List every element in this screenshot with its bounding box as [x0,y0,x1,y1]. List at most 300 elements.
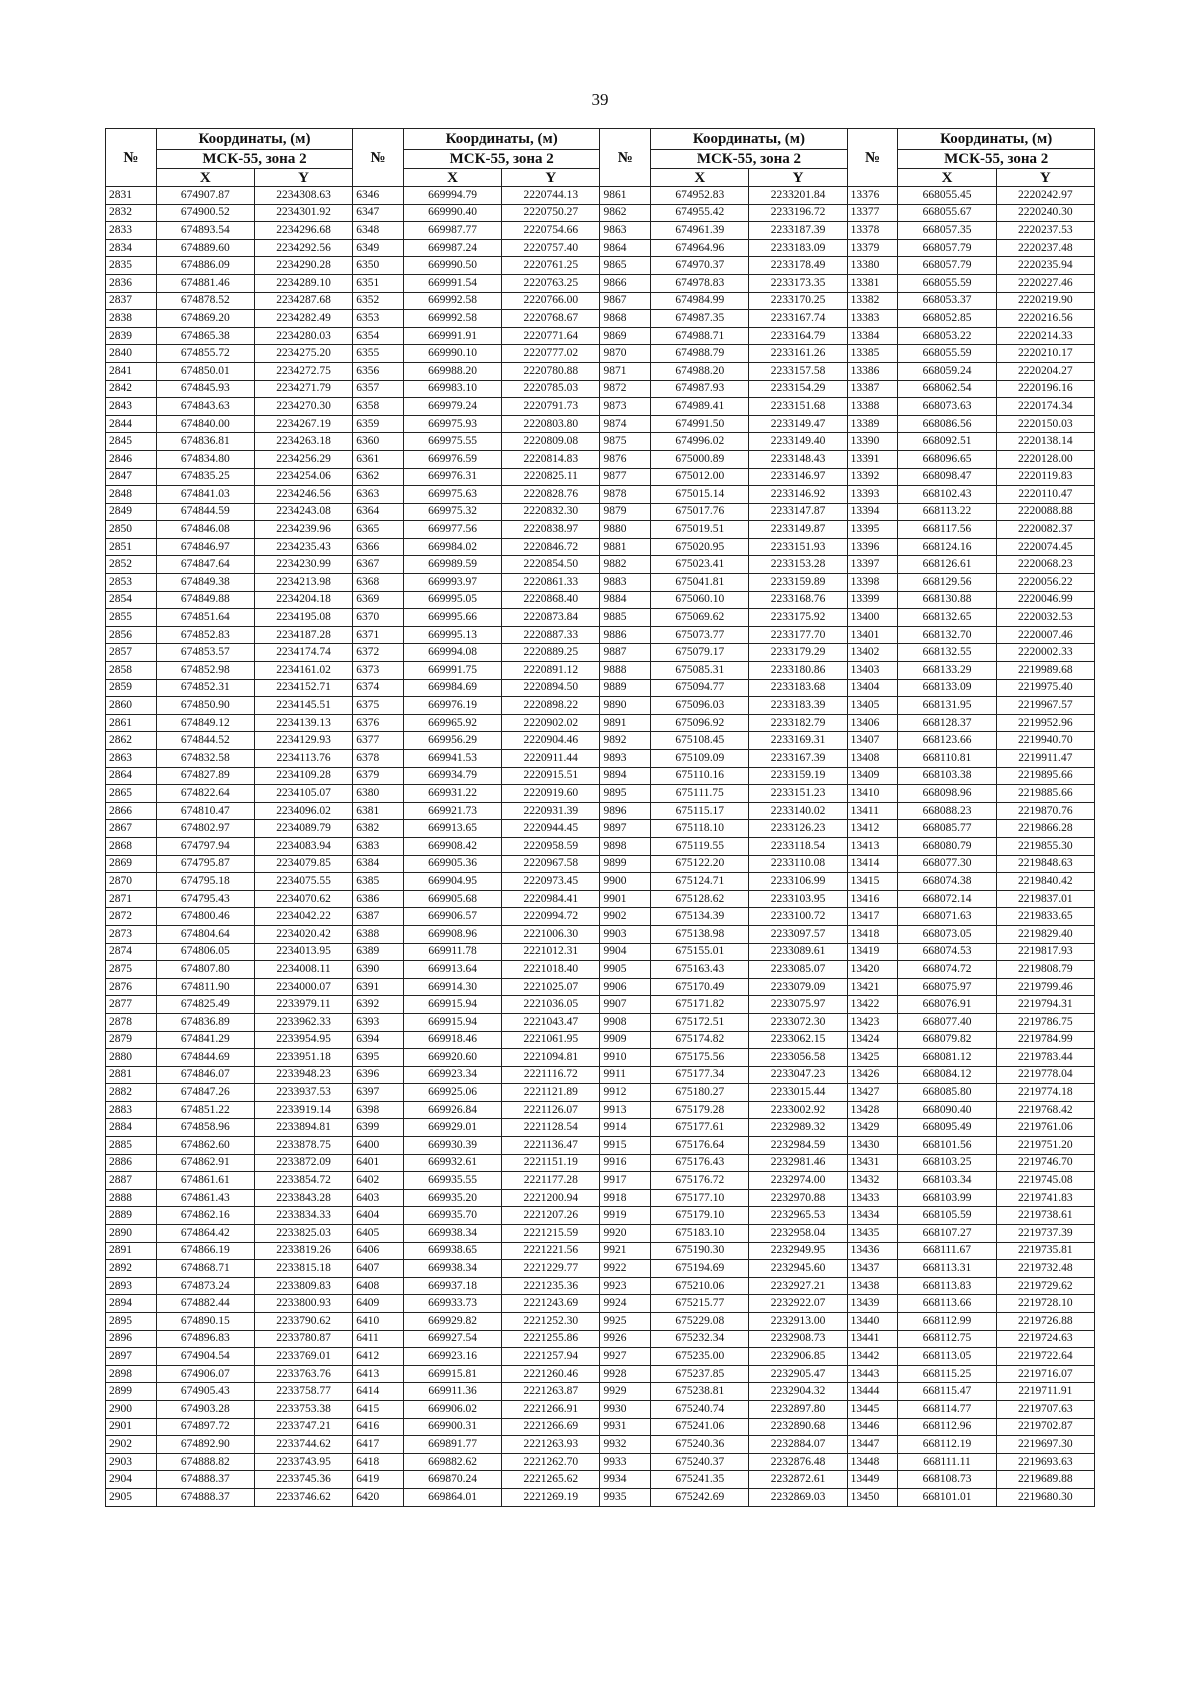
y-coordinate: 2233800.93 [254,1295,352,1313]
y-coordinate: 2232908.73 [749,1330,847,1348]
table-row [106,1488,1095,1506]
x-coordinate: 668133.09 [898,679,996,697]
y-coordinate: 2221255.86 [502,1330,600,1348]
y-coordinate: 2219724.63 [996,1330,1094,1348]
x-coordinate: 674846.07 [156,1066,254,1084]
coordinates-table [105,128,1095,1507]
x-coordinate: 675111.75 [651,785,749,803]
y-coordinate: 2219707.63 [996,1400,1094,1418]
y-coordinate: 2219975.40 [996,679,1094,697]
y-coordinate: 2233954.95 [254,1031,352,1049]
x-coordinate: 669870.24 [403,1471,501,1489]
point-number: 13445 [847,1400,898,1418]
point-number: 6416 [353,1418,404,1436]
y-coordinate: 2220763.25 [502,274,600,292]
point-number: 13410 [847,785,898,803]
table-row [106,1189,1095,1207]
point-number: 6356 [353,362,404,380]
y-coordinate: 2220754.66 [502,222,600,240]
point-number: 6395 [353,1049,404,1067]
x-coordinate: 674905.43 [156,1383,254,1401]
x-coordinate: 674987.35 [651,310,749,328]
x-coordinate: 669956.29 [403,732,501,750]
point-number: 2876 [106,978,157,996]
x-coordinate: 675069.62 [651,609,749,627]
y-coordinate: 2219732.48 [996,1260,1094,1278]
x-coordinate: 669931.22 [403,785,501,803]
point-number: 9872 [600,380,651,398]
y-coordinate: 2219786.75 [996,1013,1094,1031]
point-number: 13391 [847,450,898,468]
y-coordinate: 2233187.39 [749,222,847,240]
x-coordinate: 668062.54 [898,380,996,398]
x-coordinate: 675177.34 [651,1066,749,1084]
y-coordinate: 2234129.93 [254,732,352,750]
point-number: 9923 [600,1277,651,1295]
point-number: 13381 [847,274,898,292]
y-coordinate: 2221018.40 [502,961,600,979]
x-coordinate: 674849.88 [156,591,254,609]
x-coordinate: 675237.85 [651,1365,749,1383]
x-coordinate: 668131.95 [898,697,996,715]
y-coordinate: 2220825.11 [502,468,600,486]
x-coordinate: 669908.42 [403,837,501,855]
point-number: 6357 [353,380,404,398]
point-number: 6378 [353,750,404,768]
y-coordinate: 2233110.08 [749,855,847,873]
point-number: 13383 [847,310,898,328]
y-coordinate: 2234089.79 [254,820,352,838]
table-row [106,468,1095,486]
y-coordinate: 2220873.84 [502,609,600,627]
x-coordinate: 669864.01 [403,1488,501,1506]
table-row [106,1365,1095,1383]
point-number: 9924 [600,1295,651,1313]
point-number: 13420 [847,961,898,979]
point-number: 2844 [106,415,157,433]
y-coordinate: 2219711.91 [996,1383,1094,1401]
x-coordinate: 674852.98 [156,662,254,680]
point-number: 2854 [106,591,157,609]
x-coordinate: 674888.82 [156,1453,254,1471]
point-number: 13382 [847,292,898,310]
y-coordinate: 2234195.08 [254,609,352,627]
point-number: 2837 [106,292,157,310]
y-coordinate: 2219729.62 [996,1277,1094,1295]
y-coordinate: 2234145.51 [254,697,352,715]
x-coordinate: 668130.88 [898,591,996,609]
x-coordinate: 669975.32 [403,503,501,521]
y-coordinate: 2219911.47 [996,750,1094,768]
point-number: 13388 [847,398,898,416]
y-coordinate: 2233167.74 [749,310,847,328]
y-coordinate: 2220809.08 [502,433,600,451]
point-number: 13408 [847,750,898,768]
point-number: 6383 [353,837,404,855]
point-number: 6350 [353,257,404,275]
y-coordinate: 2219895.66 [996,767,1094,785]
y-coordinate: 2234280.03 [254,327,352,345]
x-coordinate: 674811.90 [156,978,254,996]
x-coordinate: 669914.30 [403,978,501,996]
point-number: 6394 [353,1031,404,1049]
point-number: 13412 [847,820,898,838]
x-header: X [651,169,749,187]
point-number: 13377 [847,204,898,222]
point-number: 13385 [847,345,898,363]
point-number: 13392 [847,468,898,486]
x-coordinate: 674822.64 [156,785,254,803]
point-number: 2841 [106,362,157,380]
x-coordinate: 674832.58 [156,750,254,768]
x-coordinate: 669977.56 [403,521,501,539]
y-coordinate: 2233100.72 [749,908,847,926]
x-coordinate: 675012.00 [651,468,749,486]
table-row [106,1383,1095,1401]
y-header: Y [749,169,847,187]
x-coordinate: 668107.27 [898,1225,996,1243]
x-coordinate: 668128.37 [898,714,996,732]
x-coordinate: 669929.82 [403,1313,501,1331]
x-coordinate: 674851.22 [156,1101,254,1119]
x-coordinate: 668113.22 [898,503,996,521]
x-coordinate: 674890.15 [156,1313,254,1331]
point-number: 6361 [353,450,404,468]
table-row [106,785,1095,803]
point-number: 9918 [600,1189,651,1207]
y-coordinate: 2220785.03 [502,380,600,398]
table-row [106,1313,1095,1331]
point-number: 6387 [353,908,404,926]
y-coordinate: 2220771.64 [502,327,600,345]
point-number: 2897 [106,1348,157,1366]
point-number: 6381 [353,802,404,820]
point-number: 13413 [847,837,898,855]
point-number: 2867 [106,820,157,838]
x-coordinate: 668080.79 [898,837,996,855]
point-number: 6410 [353,1313,404,1331]
x-coordinate: 674896.83 [156,1330,254,1348]
y-coordinate: 2234282.49 [254,310,352,328]
x-coordinate: 674904.54 [156,1348,254,1366]
y-coordinate: 2233157.58 [749,362,847,380]
point-number: 9934 [600,1471,651,1489]
table-row [106,1418,1095,1436]
x-coordinate: 675109.09 [651,750,749,768]
point-number: 6405 [353,1225,404,1243]
y-coordinate: 2233002.92 [749,1101,847,1119]
y-coordinate: 2219784.99 [996,1031,1094,1049]
x-coordinate: 675015.14 [651,486,749,504]
x-coordinate: 668111.11 [898,1453,996,1471]
y-coordinate: 2233106.99 [749,873,847,891]
y-coordinate: 2232906.85 [749,1348,847,1366]
point-number: 9903 [600,925,651,943]
y-coordinate: 2219728.10 [996,1295,1094,1313]
point-number: 6398 [353,1101,404,1119]
x-coordinate: 668112.96 [898,1418,996,1436]
point-number: 9873 [600,398,651,416]
x-coordinate: 668084.12 [898,1066,996,1084]
point-number: 9881 [600,538,651,556]
point-number: 2835 [106,257,157,275]
y-coordinate: 2221207.26 [502,1207,600,1225]
y-coordinate: 2220761.25 [502,257,600,275]
point-number: 6382 [353,820,404,838]
point-number: 2868 [106,837,157,855]
y-coordinate: 2219837.01 [996,890,1094,908]
y-coordinate: 2220068.23 [996,556,1094,574]
point-number: 9913 [600,1101,651,1119]
y-coordinate: 2233103.95 [749,890,847,908]
y-coordinate: 2219716.07 [996,1365,1094,1383]
x-coordinate: 669908.96 [403,925,501,943]
point-number: 2843 [106,398,157,416]
point-number: 2878 [106,1013,157,1031]
point-number: 2880 [106,1049,157,1067]
x-coordinate: 675171.82 [651,996,749,1014]
point-number: 9926 [600,1330,651,1348]
point-number: 9921 [600,1242,651,1260]
point-number: 9909 [600,1031,651,1049]
point-number: 13448 [847,1453,898,1471]
point-number: 13430 [847,1137,898,1155]
point-number: 9882 [600,556,651,574]
y-coordinate: 2221235.36 [502,1277,600,1295]
x-coordinate: 669913.65 [403,820,501,838]
x-coordinate: 674849.12 [156,714,254,732]
y-coordinate: 2221262.70 [502,1453,600,1471]
y-coordinate: 2233173.35 [749,274,847,292]
x-coordinate: 674834.80 [156,450,254,468]
point-number: 6364 [353,503,404,521]
x-coordinate: 669979.24 [403,398,501,416]
point-number: 2834 [106,239,157,257]
x-coordinate: 674988.71 [651,327,749,345]
y-coordinate: 2234042.22 [254,908,352,926]
x-coordinate: 674955.42 [651,204,749,222]
x-coordinate: 668103.38 [898,767,996,785]
y-coordinate: 2233159.89 [749,574,847,592]
y-coordinate: 2234263.18 [254,433,352,451]
y-coordinate: 2219726.88 [996,1313,1094,1331]
y-coordinate: 2234296.68 [254,222,352,240]
y-coordinate: 2233951.18 [254,1049,352,1067]
x-coordinate: 674851.64 [156,609,254,627]
y-coordinate: 2233146.97 [749,468,847,486]
y-coordinate: 2220854.50 [502,556,600,574]
x-coordinate: 675176.72 [651,1172,749,1190]
x-coordinate: 669905.68 [403,890,501,908]
point-number: 9929 [600,1383,651,1401]
y-coordinate: 2220777.02 [502,345,600,363]
y-coordinate: 2221036.05 [502,996,600,1014]
x-coordinate: 668055.59 [898,274,996,292]
point-number: 13450 [847,1488,898,1506]
y-coordinate: 2221012.31 [502,943,600,961]
x-coordinate: 674847.64 [156,556,254,574]
y-coordinate: 2220868.40 [502,591,600,609]
x-coordinate: 675138.98 [651,925,749,943]
x-coordinate: 674873.24 [156,1277,254,1295]
x-coordinate: 668095.49 [898,1119,996,1137]
x-coordinate: 668117.56 [898,521,996,539]
point-number: 6368 [353,574,404,592]
y-coordinate: 2220861.33 [502,574,600,592]
table-row [106,1295,1095,1313]
y-coordinate: 2232876.48 [749,1453,847,1471]
y-coordinate: 2232869.03 [749,1488,847,1506]
table-row [106,310,1095,328]
y-coordinate: 2234008.11 [254,961,352,979]
y-coordinate: 2221128.54 [502,1119,600,1137]
x-coordinate: 669938.65 [403,1242,501,1260]
point-number: 2874 [106,943,157,961]
x-coordinate: 674991.50 [651,415,749,433]
point-number: 2886 [106,1154,157,1172]
table-row [106,1084,1095,1102]
table-row [106,697,1095,715]
y-coordinate: 2220138.14 [996,433,1094,451]
table-row [106,820,1095,838]
point-number: 6409 [353,1295,404,1313]
point-number: 13390 [847,433,898,451]
table-row [106,1400,1095,1418]
point-number: 9911 [600,1066,651,1084]
x-coordinate: 668055.59 [898,345,996,363]
x-coordinate: 668129.56 [898,574,996,592]
y-coordinate: 2219794.31 [996,996,1094,1014]
x-coordinate: 675096.92 [651,714,749,732]
y-coordinate: 2220814.83 [502,450,600,468]
x-coordinate: 675240.36 [651,1436,749,1454]
point-number: 6417 [353,1436,404,1454]
point-number: 6414 [353,1383,404,1401]
y-coordinate: 2233097.57 [749,925,847,943]
table-row [106,873,1095,891]
x-coordinate: 675229.08 [651,1313,749,1331]
y-coordinate: 2233089.61 [749,943,847,961]
y-coordinate: 2233780.87 [254,1330,352,1348]
x-header: X [403,169,501,187]
y-coordinate: 2234292.56 [254,239,352,257]
table-row [106,1277,1095,1295]
y-coordinate: 2220768.67 [502,310,600,328]
x-coordinate: 675215.77 [651,1295,749,1313]
x-coordinate: 669921.73 [403,802,501,820]
x-coordinate: 674970.37 [651,257,749,275]
y-coordinate: 2232890.68 [749,1418,847,1436]
y-coordinate: 2234271.79 [254,380,352,398]
x-coordinate: 668114.77 [898,1400,996,1418]
x-coordinate: 668077.30 [898,855,996,873]
y-coordinate: 2232905.47 [749,1365,847,1383]
x-coordinate: 675176.64 [651,1137,749,1155]
x-coordinate: 668115.47 [898,1383,996,1401]
y-coordinate: 2233146.92 [749,486,847,504]
y-coordinate: 2233196.72 [749,204,847,222]
x-coordinate: 669984.69 [403,679,501,697]
y-coordinate: 2220174.34 [996,398,1094,416]
y-coordinate: 2233769.01 [254,1348,352,1366]
y-coordinate: 2221243.69 [502,1295,600,1313]
point-number: 2832 [106,204,157,222]
y-coordinate: 2220219.90 [996,292,1094,310]
y-coordinate: 2232981.46 [749,1154,847,1172]
x-coordinate: 669911.78 [403,943,501,961]
x-coordinate: 668077.40 [898,1013,996,1031]
x-coordinate: 674845.93 [156,380,254,398]
x-header: X [898,169,996,187]
y-coordinate: 2233047.23 [749,1066,847,1084]
x-coordinate: 674861.43 [156,1189,254,1207]
y-coordinate: 2233937.53 [254,1084,352,1102]
y-coordinate: 2233758.77 [254,1383,352,1401]
point-number: 9864 [600,239,651,257]
point-number: 13415 [847,873,898,891]
point-number: 9885 [600,609,651,627]
y-coordinate: 2221094.81 [502,1049,600,1067]
point-number: 13396 [847,538,898,556]
x-coordinate: 675174.82 [651,1031,749,1049]
point-number: 13424 [847,1031,898,1049]
y-coordinate: 2234105.07 [254,785,352,803]
x-coordinate: 668073.05 [898,925,996,943]
table-row [106,1436,1095,1454]
y-coordinate: 2234256.29 [254,450,352,468]
x-coordinate: 674862.91 [156,1154,254,1172]
x-coordinate: 669934.79 [403,767,501,785]
x-coordinate: 674843.63 [156,398,254,416]
y-coordinate: 2234289.10 [254,274,352,292]
point-number: 9883 [600,574,651,592]
x-coordinate: 669975.55 [403,433,501,451]
point-number: 2888 [106,1189,157,1207]
point-number: 13441 [847,1330,898,1348]
point-number: 6406 [353,1242,404,1260]
point-number: 13436 [847,1242,898,1260]
x-coordinate: 669937.18 [403,1277,501,1295]
y-coordinate: 2233872.09 [254,1154,352,1172]
table-row [106,626,1095,644]
y-coordinate: 2234152.71 [254,679,352,697]
y-coordinate: 2234083.94 [254,837,352,855]
point-number: 6397 [353,1084,404,1102]
point-number: 9869 [600,327,651,345]
point-number: 6419 [353,1471,404,1489]
y-coordinate: 2232872.61 [749,1471,847,1489]
x-coordinate: 675023.41 [651,556,749,574]
point-number: 9867 [600,292,651,310]
point-number: 13411 [847,802,898,820]
x-coordinate: 669929.01 [403,1119,501,1137]
y-coordinate: 2221266.69 [502,1418,600,1436]
y-coordinate: 2233878.75 [254,1137,352,1155]
x-coordinate: 674849.38 [156,574,254,592]
table-row [106,503,1095,521]
point-number: 2889 [106,1207,157,1225]
x-coordinate: 674855.72 [156,345,254,363]
y-coordinate: 2233815.18 [254,1260,352,1278]
point-number: 2862 [106,732,157,750]
y-coordinate: 2233148.43 [749,450,847,468]
point-number: 9863 [600,222,651,240]
y-coordinate: 2234109.28 [254,767,352,785]
x-coordinate: 668108.73 [898,1471,996,1489]
x-coordinate: 669976.19 [403,697,501,715]
x-coordinate: 674858.96 [156,1119,254,1137]
x-coordinate: 674841.03 [156,486,254,504]
